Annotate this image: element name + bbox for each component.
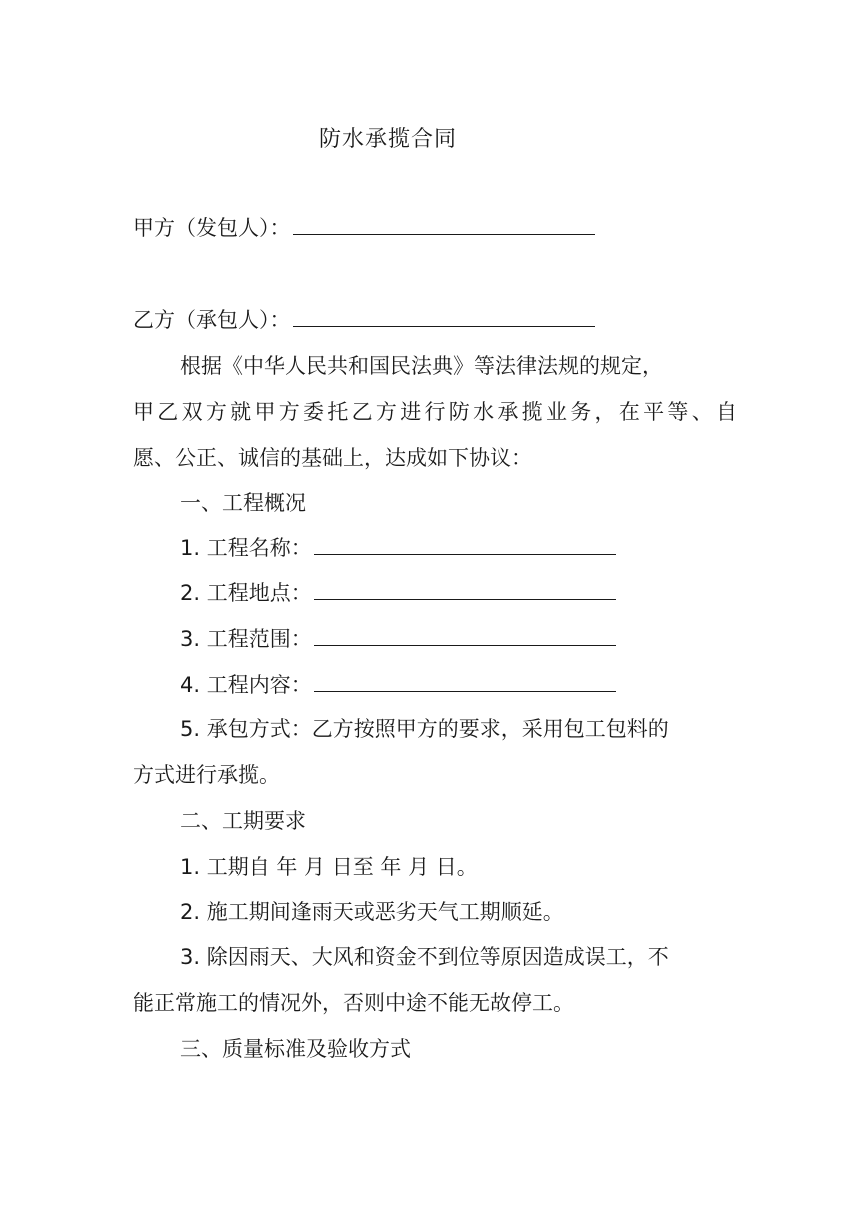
project-scope-line [180, 624, 616, 654]
project-location-line [180, 578, 616, 608]
project-location-label: 2. 工程地点： [180, 581, 312, 605]
section-2-heading: 二、工期要求 [180, 809, 306, 833]
schedule-item-3-line-1: 3. 除因雨天、大风和资金不到位等原因造成误工，不 [180, 945, 669, 969]
section-1-heading: 一、工程概况 [180, 491, 306, 515]
party-b-line [133, 305, 595, 335]
project-scope-blank[interactable] [314, 625, 616, 646]
intro-line-1: 根据《中华人民共和国民法典》等法律法规的规定， [180, 354, 663, 378]
party-a-label: 甲方（发包人）： [133, 216, 291, 240]
document-title: 防水承揽合同 [319, 127, 458, 152]
project-scope-label: 3. 工程范围： [180, 627, 312, 651]
schedule-item-3-line-2: 能正常施工的情况外，否则中途不能无故停工。 [133, 991, 574, 1015]
section-3-heading: 三、质量标准及验收方式 [180, 1037, 411, 1061]
schedule-item-2: 2. 施工期间逢雨天或恶劣天气工期顺延。 [180, 900, 564, 924]
party-a-line [133, 213, 595, 243]
project-name-blank[interactable] [314, 534, 616, 555]
project-name-line [180, 533, 616, 563]
contract-method-line-1: 5. 承包方式：乙方按照甲方的要求，采用包工包料的 [180, 717, 669, 741]
project-location-blank[interactable] [314, 579, 616, 600]
project-content-line [180, 670, 616, 700]
party-a-blank[interactable] [293, 214, 595, 235]
party-b-label: 乙方（承包人）： [133, 308, 291, 332]
project-name-label: 1. 工程名称： [180, 536, 312, 560]
party-b-blank[interactable] [293, 306, 595, 327]
project-content-label: 4. 工程内容： [180, 673, 312, 697]
contract-method-line-2: 方式进行承揽。 [133, 763, 280, 787]
project-content-blank[interactable] [314, 671, 616, 692]
intro-line-3: 愿、公正、诚信的基础上，达成如下协议： [133, 446, 532, 470]
schedule-item-1: 1. 工期自 年 月 日至 年 月 日。 [180, 855, 478, 879]
intro-line-2: 甲乙双方就甲方委托乙方进行防水承揽业务，在平等、自 [133, 400, 737, 424]
